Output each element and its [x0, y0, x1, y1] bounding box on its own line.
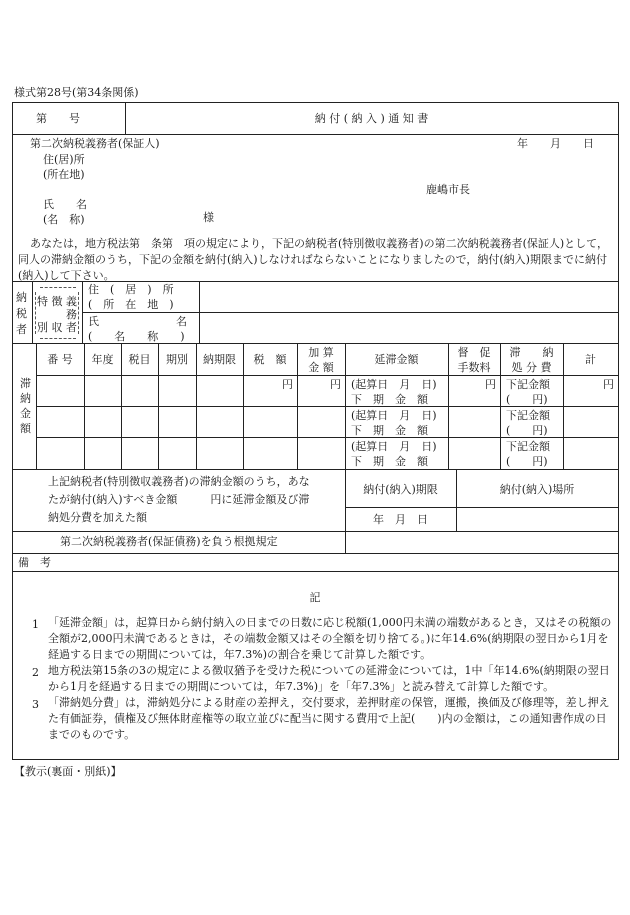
row1-start: (起算日 月 日) [351, 378, 437, 391]
arrears-side-4: 額 [20, 422, 31, 435]
taxpayer-bottom-rule [12, 343, 618, 344]
note-1-text: 「延滞金額」は，起算日から納付納入の日までの日数に応じ税額(1,000円未満の端数があるとき，又はその税額の全額が2,000円未満であるときは，その端数金額又はその全額を切り捨てる。)に年14.6%(納期限の翌日から1月を経過する日までの期間については，年7.3%)の割合を乗じて計算した額です。 [48, 616, 612, 661]
col-due-date: 納期限 [203, 353, 236, 366]
addressee-role: 第二次納税義務者(保証人) [30, 137, 160, 150]
special-label-1: 特 徴 義 [37, 295, 77, 308]
col-total: 計 [585, 353, 596, 366]
address-label: 住(居)所 [43, 153, 85, 166]
payment-divider [345, 469, 346, 553]
payment-divider-2 [456, 469, 457, 531]
name-label: 氏 名 [43, 198, 87, 211]
yen-tax: 円 [282, 378, 293, 391]
note-3-number: 3 [32, 698, 39, 711]
deadline-date: 年 月 日 [373, 513, 428, 526]
row2-disposal-sub: ( 円) [506, 424, 548, 437]
payment-summary-1: 上記納税者(特別徴収義務者)の滞納金額のうち，あな [48, 475, 310, 488]
row1-disposal: 下記金額 [506, 378, 550, 391]
intro-text: あなたは，地方税法第 条第 項の規定により，下記の納税者(特別徴収義務者)の第二次納税義務者(保証人)として，同人の滞納金額のうち，下記の金額を納付(納入)しなければならないことになりましたので，納付(納入)期限までに納付(納入)して下さい。 [18, 237, 608, 282]
taxpayer-mid-rule [82, 312, 618, 313]
taxpayer-side-1: 納 [16, 291, 27, 304]
payment-bottom-rule [12, 531, 618, 532]
remarks-bottom-rule [12, 571, 618, 572]
location-label: (所在地) [43, 168, 85, 181]
taxpayer-address-label: 住 ( 居 ) 所 [88, 283, 174, 296]
yen-reminder: 円 [485, 378, 496, 391]
row1-disposal-sub: ( 円) [506, 393, 548, 406]
note-2-number: 2 [32, 666, 39, 679]
row3-disposal-sub: ( 円) [506, 455, 548, 468]
taxpayer-side-2: 税 [16, 307, 27, 320]
note-2-text: 地方税法第15条の3の規定による徴収猶予を受けた税についての延滞金については，1中「年14.6%(納期限の翌日から1月を経過する日までの期間については，年7.3%)」を「年7.3%」と読み替えて計算した額です。 [48, 664, 610, 693]
form-code: 様式第28号(第34条関係) [14, 86, 139, 99]
row1-period: 下 期 金 額 [351, 393, 428, 406]
issue-date: 年 月 日 [517, 137, 594, 150]
taxpayer-div-1 [32, 281, 33, 343]
note-3-text: 「滞納処分費」は，滞納処分による財産の差押え，交付要求，差押財産の保管，運搬，換価及び修理等，差し押えた有価証券，債権及び無体財産権等の取立並びに配当に関する費用で上記( )内の金額は，この通知書作成の日までのものです。 [48, 696, 610, 741]
arrears-side-1: 滞 [20, 377, 31, 390]
remarks-label: 備 考 [18, 556, 51, 569]
col-year: 年度 [91, 353, 114, 366]
honorific: 様 [203, 211, 214, 224]
frame-right [618, 102, 619, 760]
col-late-fee: 延滞金額 [374, 353, 419, 366]
row2-start: (起算日 月 日) [351, 409, 437, 422]
row3-period: 下 期 金 額 [351, 455, 428, 468]
col-reminder-1: 督 促 [457, 346, 491, 359]
special-label-2: 務 [66, 308, 77, 321]
taxpayer-name-label: 氏 名 [88, 315, 187, 328]
row3-start: (起算日 月 日) [351, 440, 437, 453]
taxpayer-location-label: ( 所 在 地 ) [88, 298, 174, 311]
footer-instruction: 【教示(裏面・別紙)】 [14, 765, 122, 778]
arrears-side-2: 納 [20, 392, 31, 405]
col-reminder-2: 手数料 [457, 361, 491, 374]
taxpayer-top-rule [12, 281, 618, 282]
number-label: 第 号 [36, 112, 80, 125]
frame-bottom [12, 759, 618, 760]
arrears-row-rule-2 [36, 437, 618, 438]
yen-total: 円 [603, 378, 614, 391]
basis-bottom-rule [12, 553, 618, 554]
basis-label: 第二次納税義務者(保証債務)を負う根拠規定 [60, 535, 278, 548]
payment-summary-3: 納処分費を加えた額 [48, 511, 147, 524]
deadline-label: 納付(納入)期限 [363, 483, 438, 496]
col-disposal-2: 処 分 費 [511, 361, 552, 374]
frame-left [12, 102, 13, 760]
col-additional-1: 加 算 [308, 346, 334, 359]
payment-mid-rule [345, 507, 618, 508]
col-tax-amount: 税 額 [253, 353, 287, 366]
col-disposal-1: 滞 納 [509, 346, 554, 359]
taxpayer-name-sub: ( 名 称 ) [88, 330, 185, 343]
row3-disposal: 下記金額 [506, 440, 550, 453]
header-rule [12, 134, 618, 135]
bracket-left [35, 292, 36, 334]
document-title: 納 付 ( 納 入 ) 通 知 書 [314, 112, 429, 125]
notes-heading: 記 [309, 591, 321, 604]
row2-period: 下 期 金 額 [351, 424, 428, 437]
arrears-header-rule [36, 375, 618, 376]
bracket-bottom [40, 338, 76, 339]
col-period: 期別 [166, 353, 188, 366]
bracket-right [78, 292, 79, 334]
col-additional-2: 金 額 [308, 361, 334, 374]
issuer: 鹿嶋市長 [426, 183, 470, 196]
place-label: 納付(納入)場所 [499, 483, 575, 496]
note-1-number: 1 [32, 618, 39, 631]
arrears-bottom-rule [12, 469, 618, 470]
taxpayer-side-3: 者 [16, 323, 27, 336]
bracket-top [40, 287, 76, 288]
arrears-row-rule-1 [36, 406, 618, 407]
col-tax-item: 税目 [128, 353, 151, 366]
row2-disposal: 下記金額 [506, 409, 550, 422]
payment-summary-2: たが納付(納入)すべき金額 円に延滞金額及び滞 [48, 493, 310, 506]
special-label-3: 別 収 者 [37, 321, 77, 334]
arrears-side-3: 金 [20, 407, 31, 420]
yen-additional: 円 [330, 378, 341, 391]
name-sub-label: (名 称) [43, 213, 85, 226]
col-number: 番 号 [47, 353, 73, 366]
frame-top [12, 102, 618, 103]
